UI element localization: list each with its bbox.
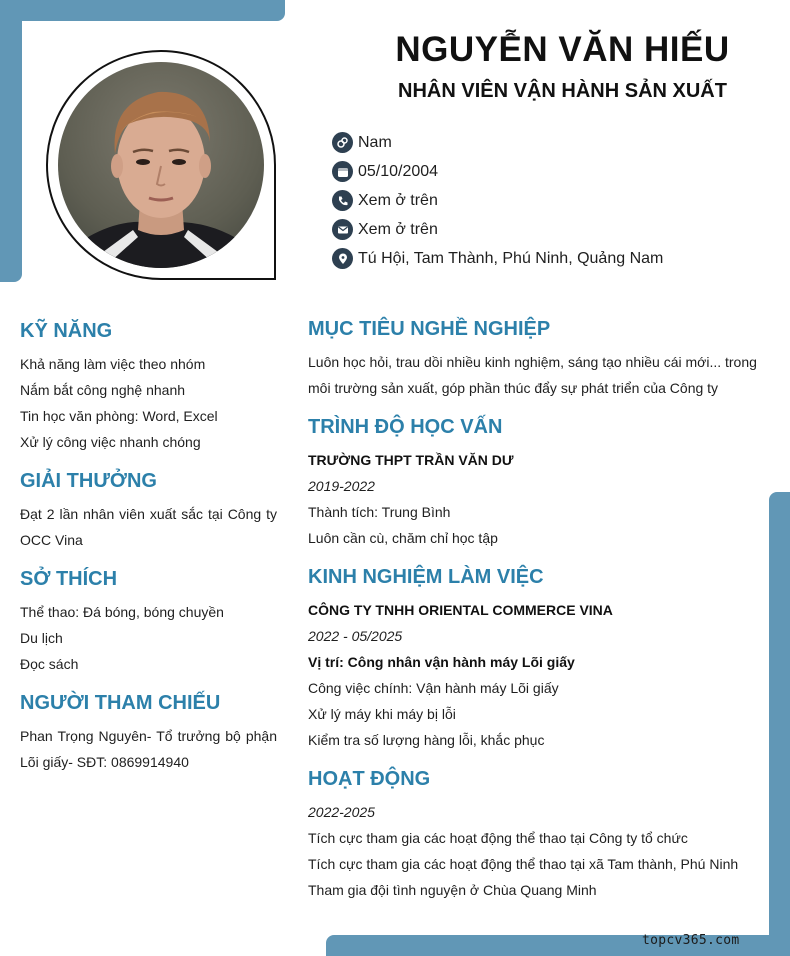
- education-line: Luôn cần cù, chăm chỉ học tập: [308, 530, 498, 546]
- info-email: [332, 215, 663, 244]
- activity-line: Tích cực tham gia các hoạt động thể thao tại Công ty tổ chức: [308, 830, 688, 846]
- portrait-photo: [58, 62, 264, 268]
- watermark: topcv365.com: [642, 933, 740, 948]
- left-accent-bar: [0, 0, 22, 282]
- skills-title: KỸ NĂNG: [20, 320, 113, 342]
- awards-text: Đạt 2 lần nhân viên xuất sắc tại Công ty OCC Vina: [20, 506, 277, 548]
- activities-period: 2022-2025: [308, 804, 375, 820]
- hobby-item: Du lịch: [20, 630, 63, 646]
- info-phone: [332, 186, 663, 215]
- avatar: [58, 62, 264, 268]
- references-title: NGƯỜI THAM CHIẾU: [20, 692, 221, 714]
- experience-period: 2022 - 05/2025: [308, 628, 403, 644]
- experience-section: [308, 563, 763, 753]
- info-birthday: [332, 157, 663, 186]
- email-icon: [332, 219, 353, 240]
- awards-title: GIẢI THƯỞNG: [20, 470, 157, 492]
- info-birthday-text: 05/10/2004: [358, 162, 439, 180]
- experience-line: Kiểm tra số lượng hàng lỗi, khắc phục: [308, 732, 545, 748]
- location-icon: [332, 248, 353, 269]
- education-section: [308, 413, 763, 551]
- activity-line: Tích cực tham gia các hoạt động thể thao tại xã Tam thành, Phú Ninh: [308, 856, 739, 872]
- objective-text: Luôn học hỏi, trau dồi nhiều kinh nghiệm, sáng tạo nhiều cái mới... trong môi trường sản xuất, góp phần thúc đẩy sự phát triển của Công ty: [308, 354, 757, 396]
- skills-section: [20, 317, 277, 455]
- info-email-text: Xem ở trên: [358, 220, 438, 238]
- objective-title: MỤC TIÊU NGHỀ NGHIỆP: [308, 318, 551, 340]
- references-section: [20, 689, 277, 775]
- experience-title: KINH NGHIỆM LÀM VIỆC: [308, 566, 544, 588]
- left-column: [20, 317, 277, 787]
- activity-line: Tham gia đội tình nguyện ở Chùa Quang Minh: [308, 882, 597, 898]
- skill-item: Khả năng làm việc theo nhóm: [20, 356, 206, 372]
- education-period: 2019-2022: [308, 478, 375, 494]
- hobbies-title: SỞ THÍCH: [20, 568, 118, 590]
- company-name: CÔNG TY TNHH ORIENTAL COMMERCE VINA: [308, 602, 613, 618]
- skill-item: Xử lý công việc nhanh chóng: [20, 434, 201, 450]
- info-gender-text: Nam: [358, 133, 392, 151]
- calendar-icon: [332, 161, 353, 182]
- top-accent-bar: [0, 0, 285, 21]
- education-line: Thành tích: Trung Bình: [308, 504, 451, 520]
- experience-position: Vị trí: Công nhân vận hành máy Lõi giấy: [308, 654, 575, 670]
- skill-item: Nắm bắt công nghệ nhanh: [20, 382, 186, 398]
- experience-line: Xử lý máy khi máy bị lỗi: [308, 706, 456, 722]
- right-column: [308, 315, 763, 915]
- hobbies-section: [20, 565, 277, 677]
- info-gender: [332, 128, 663, 157]
- hobby-item: Thể thao: Đá bóng, bóng chuyền: [20, 604, 224, 620]
- experience-line: Công việc chính: Vận hành máy Lõi giấy: [308, 680, 559, 696]
- job-title: NHÂN VIÊN VẬN HÀNH SẢN XUẤT: [398, 80, 727, 102]
- avatar-frame: [46, 50, 276, 280]
- info-address-text: Tú Hội, Tam Thành, Phú Ninh, Quảng Nam: [358, 249, 664, 267]
- gender-icon: [332, 132, 353, 153]
- activities-title: HOẠT ĐỘNG: [308, 768, 431, 790]
- school-name: TRƯỜNG THPT TRẦN VĂN DƯ: [308, 452, 514, 468]
- objective-section: [308, 315, 763, 401]
- awards-section: [20, 467, 277, 553]
- activities-section: [308, 765, 763, 903]
- references-text: Phan Trọng Nguyên- Tổ trưởng bộ phận Lõi giấy- SĐT: 0869914940: [20, 728, 277, 770]
- info-address: [332, 244, 663, 273]
- skill-item: Tin học văn phòng: Word, Excel: [20, 408, 218, 424]
- hobby-item: Đọc sách: [20, 656, 79, 672]
- phone-icon: [332, 190, 353, 211]
- contact-info-list: [332, 128, 663, 273]
- education-title: TRÌNH ĐỘ HỌC VẤN: [308, 416, 503, 438]
- info-phone-text: Xem ở trên: [358, 191, 438, 209]
- candidate-name: NGUYỄN VĂN HIẾU: [395, 30, 730, 69]
- right-accent-bar: [769, 492, 790, 956]
